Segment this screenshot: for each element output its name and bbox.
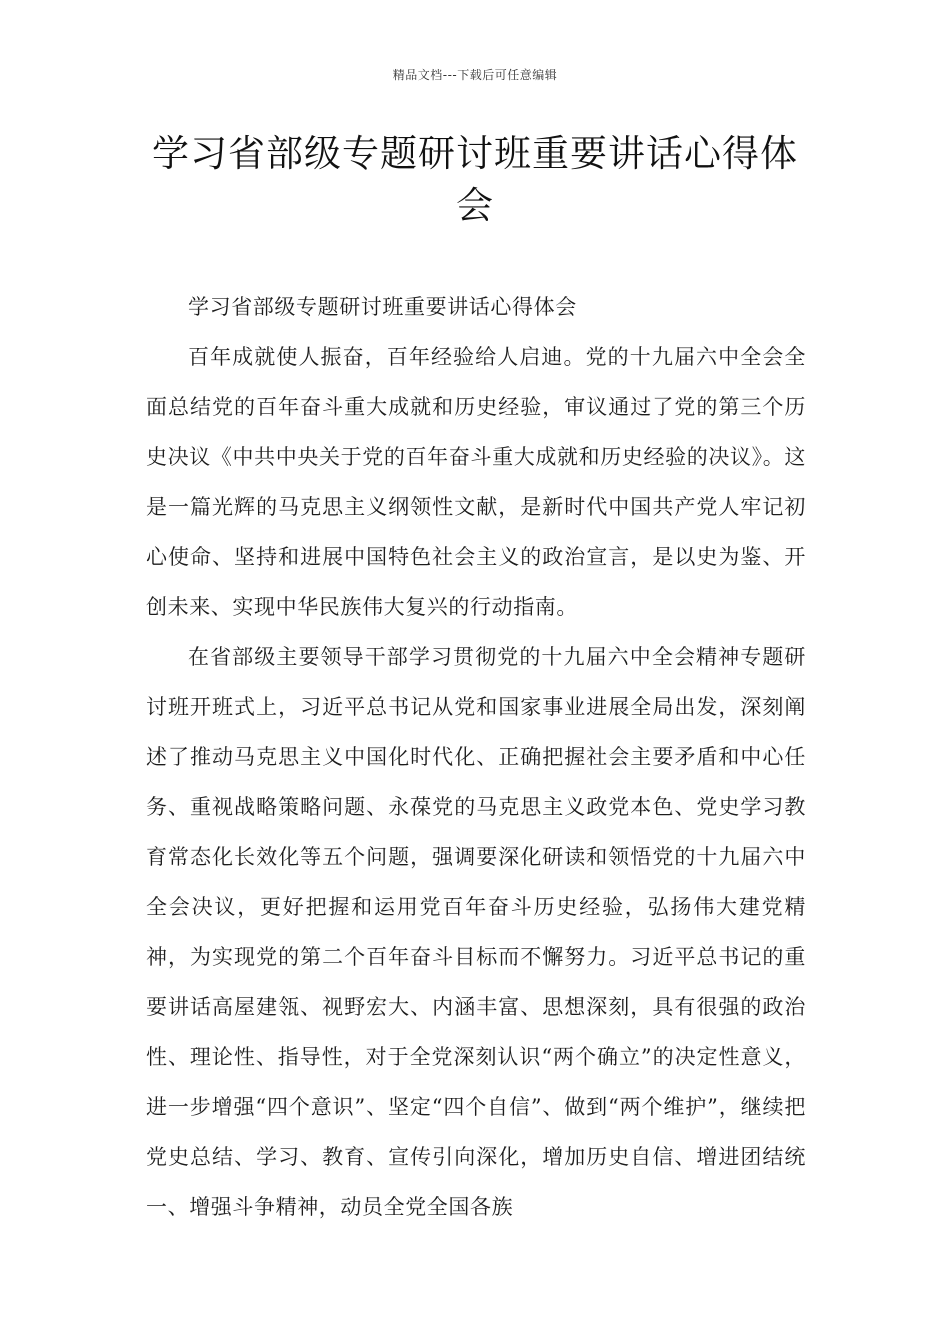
document-body xyxy=(146,282,806,1232)
paragraph: 百年成就使人振奋，百年经验给人启迪。党的十九届六中全会全面总结党的百年奋斗重大成就和历史经验，审议通过了党的第三个历史决议《中共中央关于党的百年奋斗重大成就和历史经验的决议》。这是一篇光辉的马克思主义纲领性文献，是新时代中国共产党人牢记初心使命、坚持和进展中国特色社会主义的政治宣言，是以史为鉴、开创未来、实现中华民族伟大复兴的行动指南。 xyxy=(146,345,806,619)
paragraph-subtitle: 学习省部级专题研讨班重要讲话心得体会 xyxy=(188,295,577,319)
paragraph: 在省部级主要领导干部学习贯彻党的十九届六中全会精神专题研讨班开班式上，习近平总书记从党和国家事业进展全局出发，深刻阐述了推动马克思主义中国化时代化、正确把握社会主要矛盾和中心任务、重视战略策略问题、永葆党的马克思主义政党本色、党史学习教育常态化长效化等五个问题，强调要深化研读和领悟党的十九届六中全会决议，更好把握和运用党百年奋斗历史经验，弘扬伟大建党精神，为实现党的第二个百年奋斗目标而不懈努力。习近平总书记的重要讲话高屋建瓴、视野宏大、内涵丰富、思想深刻，具有很强的政治性、理论性、指导性，对于全党深刻认识“两个确立”的决定性意义，进一步增强“四个意识”、坚定“四个自信”、做到“两个维护”，继续把党史总结、学习、教育、宣传引向深化，增加历史自信、增进团结统一、增强斗争精神，动员全党全国各族 xyxy=(146,645,806,1219)
document-title: 学习省部级专题研讨班重要讲话心得体会 xyxy=(152,132,798,227)
page-header-note: 精品文档---下载后可任意编辑 xyxy=(392,68,558,82)
